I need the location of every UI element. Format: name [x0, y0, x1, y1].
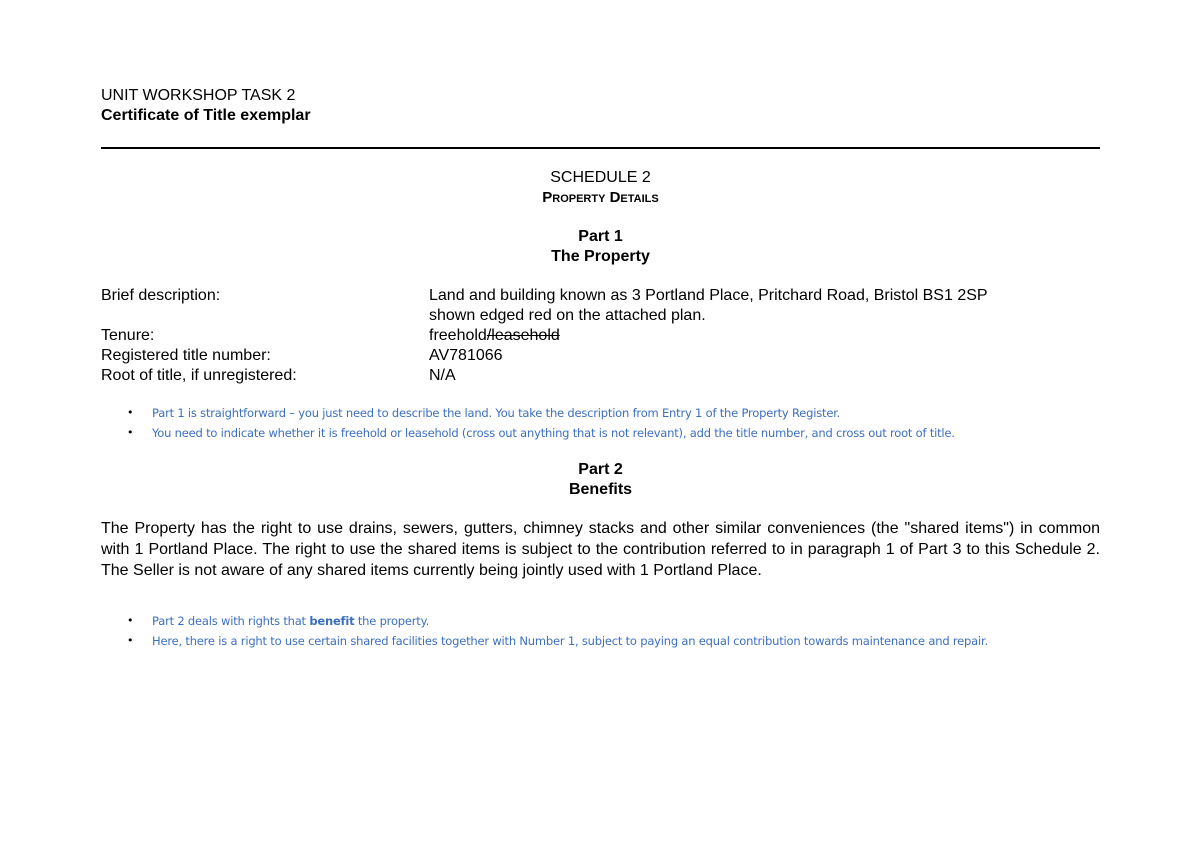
- note-text-bold: benefit: [309, 614, 355, 628]
- list-item: [101, 611, 1100, 631]
- detail-label: Tenure:: [101, 327, 155, 344]
- property-details: [101, 286, 1100, 386]
- detail-row-root-of-title: [101, 366, 1100, 386]
- bullet-icon: •: [127, 634, 134, 647]
- part2-number: Part 2: [578, 461, 623, 478]
- detail-label: Brief description:: [101, 287, 221, 304]
- detail-value: N/A: [429, 367, 456, 384]
- detail-value: [429, 286, 1100, 326]
- tenure-struck: /leasehold: [486, 327, 560, 344]
- detail-row-title-number: [101, 346, 1100, 366]
- part1-name: The Property: [551, 248, 650, 265]
- note-text: Here, there is a right to use certain shared facilities together with Number 1, subject to paying an equal contribution towards maintenance and repair.: [152, 634, 988, 648]
- bullet-icon: •: [127, 406, 134, 419]
- description-line-2: shown edged red on the attached plan.: [429, 307, 706, 324]
- benefits-paragraph: The Property has the right to use drains, sewers, gutters, chimney stacks and other similar conveniences (the "shared items") in common with 1 Portland Place. The right to use the shared items is subject to the contribution referred to in paragraph 1 of Part 3 to this Schedule 2. The Seller is not aware of any shared items currently being jointly used with 1 Portland Place.: [101, 520, 1100, 579]
- detail-value: [429, 326, 1100, 346]
- bullet-icon: •: [127, 614, 134, 627]
- bullet-icon: •: [127, 426, 134, 439]
- document-title: UNIT WORKSHOP TASK 2: [101, 87, 296, 104]
- tenure-kept: freehold: [429, 327, 487, 344]
- note-text: Part 1 is straightforward – you just need to describe the land. You take the description from Entry 1 of the Property Register.: [152, 406, 841, 420]
- list-item: [101, 423, 1100, 443]
- detail-row-tenure: [101, 326, 1100, 346]
- detail-label: Registered title number:: [101, 347, 271, 364]
- document-header: [101, 86, 1100, 126]
- part2-notes: [101, 611, 1100, 651]
- schedule-subtitle: Property Details: [542, 189, 659, 206]
- part2-name: Benefits: [568, 481, 633, 498]
- note-text-pre: Part 2 deals with rights that: [152, 614, 310, 628]
- part1-notes: [101, 403, 1100, 443]
- note-text-post: the property.: [354, 614, 430, 628]
- list-item: [101, 403, 1100, 423]
- horizontal-divider: [101, 147, 1100, 149]
- list-item: [101, 631, 1100, 651]
- note-text: You need to indicate whether it is freehold or leasehold (cross out anything that is not relevant), add the title number, and cross out root of title.: [152, 426, 955, 440]
- detail-row-description: [101, 286, 1100, 326]
- document-subtitle: Certificate of Title exemplar: [101, 107, 311, 124]
- detail-label: Root of title, if unregistered:: [101, 367, 297, 384]
- schedule-title: SCHEDULE 2: [550, 169, 651, 186]
- part1-number: Part 1: [578, 228, 623, 245]
- description-line-1: Land and building known as 3 Portland Place, Pritchard Road, Bristol BS1 2SP: [429, 287, 988, 304]
- detail-value: AV781066: [429, 347, 503, 364]
